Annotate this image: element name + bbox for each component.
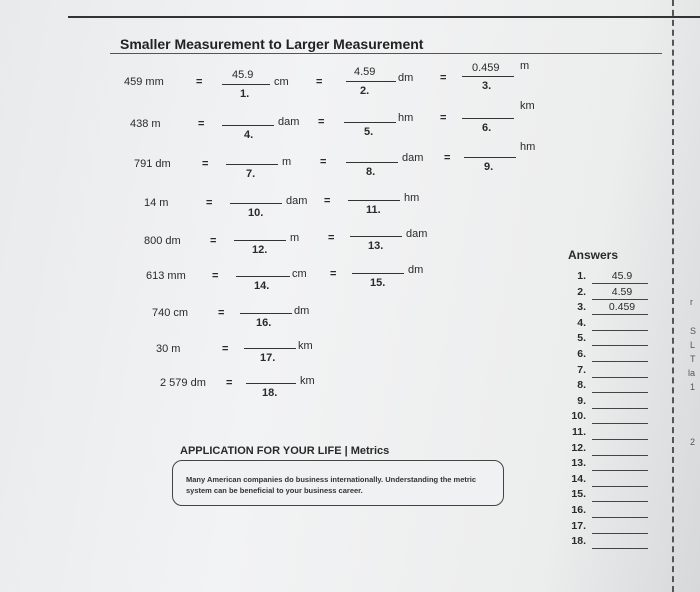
edge-fragment: S [690, 326, 697, 336]
answer-number: 11. [571, 426, 586, 438]
application-title: APPLICATION FOR YOUR LIFE | Metrics [180, 445, 390, 457]
answer-blank[interactable] [230, 203, 282, 204]
answer-line[interactable] [592, 455, 648, 456]
problem-number: 5. [364, 126, 374, 138]
page-fold-edge [672, 0, 674, 592]
unit-label: m [520, 60, 530, 72]
answer-number: 3. [577, 301, 586, 314]
answer-line[interactable] [592, 423, 648, 424]
unit-label: km [298, 340, 313, 352]
answer-number: 5. [577, 332, 586, 345]
worksheet-title: Smaller Measurement to Larger Measurement [120, 36, 424, 52]
equals-sign: = [324, 195, 331, 207]
problem-number: 18. [262, 387, 278, 399]
unit-label: cm [274, 76, 289, 88]
top-rule [68, 16, 700, 18]
answer-number: 6. [577, 348, 586, 360]
answer-value: 4.59 [354, 66, 376, 78]
answer-blank[interactable] [346, 81, 396, 82]
problem-number: 12. [252, 244, 268, 256]
answer-number: 4. [577, 316, 586, 329]
problem-number: 10. [248, 207, 264, 219]
unit-label: km [520, 100, 535, 112]
unit-label: dam [286, 195, 308, 207]
problem-number: 11. [366, 204, 381, 216]
problem-number: 2. [360, 85, 370, 97]
answer-line[interactable] [592, 548, 648, 549]
edge-fragment: L [690, 340, 696, 350]
equals-sign: = [440, 72, 447, 84]
equals-sign: = [212, 270, 219, 282]
unit-label: dm [294, 305, 310, 317]
problem-number: 16. [256, 317, 272, 329]
edge-fragment: 1 [690, 382, 696, 392]
answer-blank[interactable] [346, 162, 398, 163]
answer-number: 17. [571, 519, 586, 532]
answer-blank[interactable] [462, 76, 514, 77]
unit-label: cm [292, 268, 307, 280]
start-measure: 438 m [130, 118, 161, 130]
application-text: Many American companies do business internationally. Understanding the metric system can be beneficial to your business career. [186, 475, 477, 495]
unit-label: hm [404, 192, 420, 204]
answer-blank[interactable] [350, 236, 402, 237]
answer-blank[interactable] [240, 313, 292, 314]
problem-number: 8. [366, 166, 376, 178]
answer-blank[interactable] [222, 84, 270, 85]
start-measure: 740 cm [152, 307, 189, 319]
problem-number: 6. [482, 122, 492, 134]
start-measure: 30 m [156, 343, 181, 355]
answer-blank[interactable] [348, 200, 400, 201]
equals-sign: = [440, 112, 447, 124]
unit-label: km [300, 375, 315, 387]
answer-blank[interactable] [462, 118, 514, 119]
answer-value: 45.9 [611, 270, 633, 282]
answer-number: 14. [571, 472, 586, 485]
answer-value: 0.459 [472, 62, 500, 74]
equals-sign: = [218, 307, 225, 319]
answer-line[interactable] [592, 501, 648, 502]
answer-blank[interactable] [234, 240, 286, 241]
equals-sign: = [328, 232, 335, 244]
unit-label: dm [398, 72, 414, 84]
answer-line[interactable] [592, 439, 648, 440]
answer-value: 0.459 [608, 301, 636, 314]
equals-sign: = [202, 158, 209, 170]
answer-number: 2. [577, 285, 586, 298]
equals-sign: = [330, 268, 337, 280]
title-rule [110, 53, 662, 54]
answer-line[interactable] [592, 283, 648, 284]
problem-number: 15. [370, 277, 386, 289]
equals-sign: = [320, 156, 327, 168]
equals-sign: = [198, 118, 205, 130]
equals-sign: = [444, 152, 451, 164]
problem-number: 9. [484, 161, 494, 173]
answer-number: 7. [577, 363, 586, 376]
problem-number: 13. [368, 240, 384, 252]
edge-fragment: la [688, 368, 696, 378]
start-measure: 800 dm [144, 235, 181, 247]
answer-line[interactable] [592, 392, 648, 393]
equals-sign: = [210, 235, 217, 247]
answer-number: 12. [571, 441, 586, 454]
answer-blank[interactable] [246, 383, 296, 384]
answer-number: 8. [577, 379, 586, 392]
unit-label: dam [402, 152, 424, 164]
problem-number: 17. [260, 352, 276, 364]
unit-label: hm [398, 112, 414, 124]
answer-number: 18. [571, 535, 586, 548]
edge-fragment: 2 [690, 437, 696, 447]
problem-number: 1. [240, 88, 250, 100]
answer-number: 9. [577, 394, 586, 407]
equals-sign: = [318, 116, 325, 128]
unit-label: dam [278, 116, 300, 128]
edge-fragment: r [690, 297, 693, 307]
answer-value: 45.9 [232, 69, 254, 81]
answer-blank[interactable] [222, 125, 274, 126]
answer-number: 10. [571, 410, 586, 423]
answer-line[interactable] [592, 299, 648, 300]
problem-number: 7. [246, 168, 256, 180]
equals-sign: = [222, 343, 229, 355]
answer-blank[interactable] [352, 273, 404, 274]
answer-blank[interactable] [226, 164, 278, 165]
problem-number: 3. [482, 80, 492, 92]
answer-line[interactable] [592, 377, 648, 378]
answer-line[interactable] [592, 330, 648, 331]
answer-line[interactable] [592, 314, 648, 315]
answer-blank[interactable] [464, 157, 516, 158]
answer-line[interactable] [592, 361, 648, 362]
start-measure: 613 mm [146, 270, 186, 282]
unit-label: hm [520, 141, 536, 153]
answer-line[interactable] [592, 345, 648, 346]
edge-fragment: T [690, 354, 696, 364]
problem-number: 4. [244, 129, 254, 141]
start-measure: 2 579 dm [160, 377, 206, 389]
answer-line[interactable] [592, 408, 648, 409]
problem-number: 14. [254, 280, 270, 292]
answer-line[interactable] [592, 517, 648, 518]
unit-label: m [282, 156, 292, 168]
unit-label: dm [408, 264, 424, 276]
equals-sign: = [206, 197, 213, 209]
answer-blank[interactable] [244, 348, 296, 349]
equals-sign: = [196, 76, 203, 88]
equals-sign: = [316, 76, 323, 88]
unit-label: m [290, 232, 300, 244]
answer-value: 4.59 [611, 285, 633, 298]
answer-number: 16. [571, 504, 586, 516]
answer-blank[interactable] [236, 276, 290, 277]
answer-line[interactable] [592, 533, 648, 534]
answer-number: 13. [571, 457, 586, 470]
answer-line[interactable] [592, 470, 648, 471]
answer-number: 1. [577, 270, 586, 282]
equals-sign: = [226, 377, 233, 389]
answers-heading: Answers [568, 248, 619, 262]
answer-blank[interactable] [344, 122, 396, 123]
answer-line[interactable] [592, 486, 648, 487]
unit-label: dam [406, 228, 428, 240]
answer-number: 15. [571, 488, 586, 501]
start-measure: 459 mm [124, 76, 164, 88]
start-measure: 791 dm [134, 158, 171, 170]
start-measure: 14 m [144, 197, 169, 209]
